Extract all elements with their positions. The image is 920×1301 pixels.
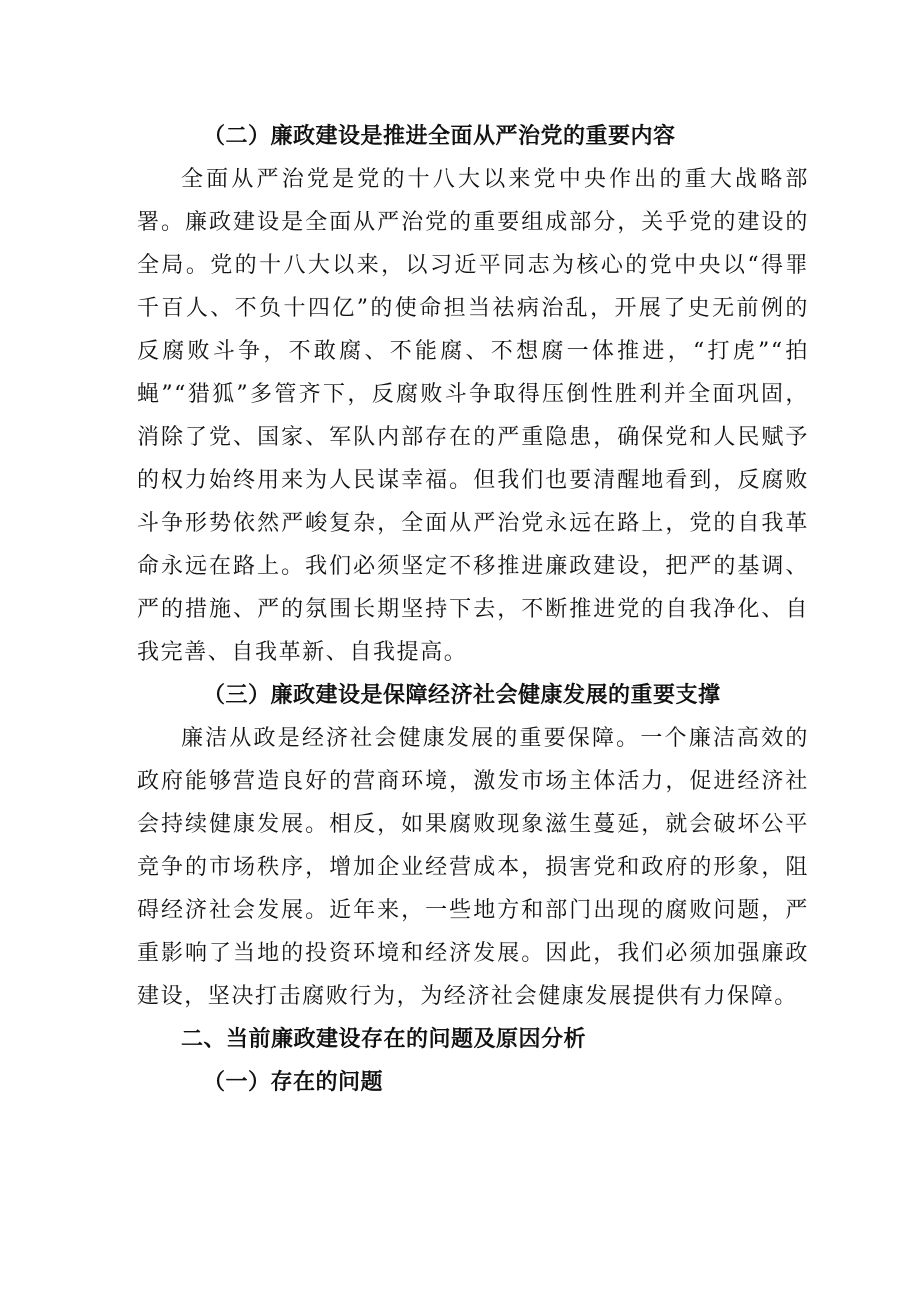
section-2-title: 二、当前廉政建设存在的问题及原因分析 bbox=[181, 1026, 587, 1052]
paragraph-2: 全面从严治党是党的十八大以来党中央作出的重大战略部署。廉政建设是全面从严治党的重要组成部分，关乎党的建设的全局。党的十八大以来，以习近平同志为核心的党中央以“得罪千百人、不负十四亿”的使命担当祛病治乱，开展了史无前例的反腐败斗争，不敢腐、不能腐、不想腐一体推进，“打虎”“拍蝇”“猎狐”多管齐下，反腐败斗争取得压倒性胜利并全面巩固，消除了党、国家、军队内部存在的严重隐患，确保党和人民赋予的权力始终用来为人民谋幸福。但我们也要清醒地看到，反腐败斗争形势依然严峻复杂，全面从严治党永远在路上，党的自我革命永远在路上。我们必须坚定不移推进廉政建设，把严的基调、严的措施、严的氛围长期坚持下去，不断推进党的自我净化、自我完善、自我革新、自我提高。 bbox=[137, 167, 809, 665]
heading-2: （二）廉政建设是推进全面从严治党的重要内容 bbox=[203, 123, 676, 149]
paragraph-3: 廉洁从政是经济社会健康发展的重要保障。一个廉洁高效的政府能够营造良好的营商环境，激发市场主体活力，促进经济社会持续健康发展。相反，如果腐败现象滋生蔓延，就会破坏公平竞争的市场秩序，增加企业经营成本，损害党和政府的形象，阻碍经济社会发展。近年来，一些地方和部门出现的腐败问题，严重影响了当地的投资环境和经济发展。因此，我们必须加强廉政建设，坚决打击腐败行为，为经济社会健康发展提供有力保障。 bbox=[137, 726, 809, 1009]
document-body bbox=[137, 115, 809, 1104]
heading-3: （三）廉政建设是保障经济社会健康发展的重要支撑 bbox=[203, 682, 721, 708]
subheading-1: （一）存在的问题 bbox=[203, 1069, 384, 1095]
